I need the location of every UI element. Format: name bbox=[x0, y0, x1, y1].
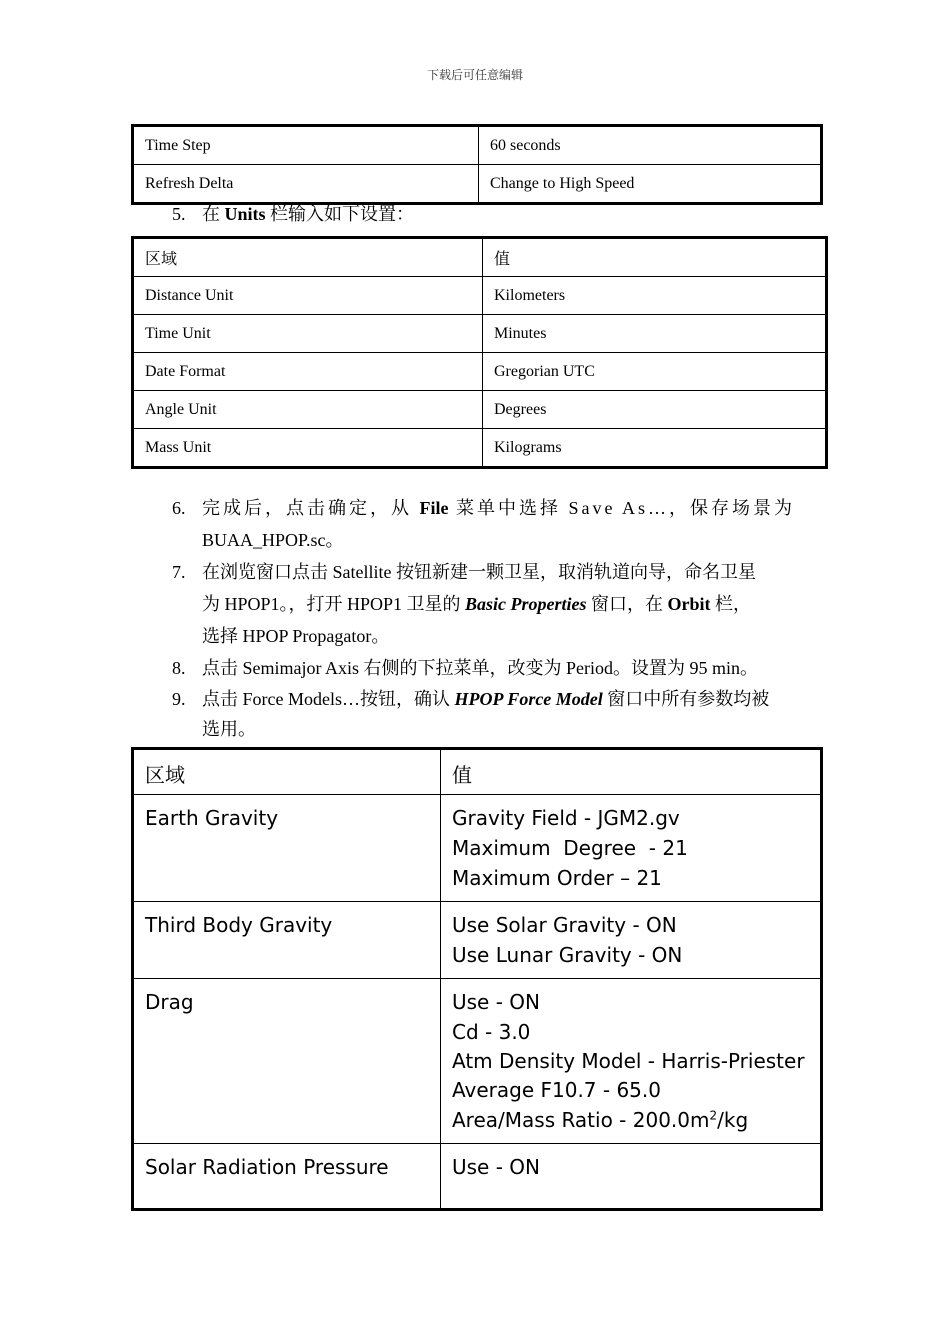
bold-text: Units bbox=[224, 204, 266, 224]
table-cell: Distance Unit bbox=[133, 277, 483, 315]
value-line: Atm Density Model - Harris-Priester bbox=[452, 1049, 805, 1073]
bold-italic-text: Basic Properties bbox=[465, 594, 587, 614]
text-span: Area/Mass Ratio - 200.0m bbox=[452, 1108, 710, 1132]
text-span: 窗口中所有参数均被 bbox=[602, 689, 770, 709]
step-number: 6. bbox=[172, 498, 186, 518]
table-header-cell: 区域 bbox=[133, 238, 483, 277]
table-header-cell: 值 bbox=[483, 238, 827, 277]
table-row bbox=[133, 353, 827, 391]
text-span: 在 bbox=[202, 204, 225, 224]
step-number: 8. bbox=[172, 658, 186, 678]
table-row-earth-gravity bbox=[133, 795, 822, 902]
text-span: 栏， bbox=[710, 594, 752, 614]
table-header-cell: 值 bbox=[441, 749, 822, 795]
text-span: 窗口，在 bbox=[586, 594, 668, 614]
table-cell: Drag bbox=[133, 979, 441, 1144]
table-cell: Time Step bbox=[133, 126, 479, 165]
superscript: 2 bbox=[709, 1108, 718, 1123]
table-cell: Minutes bbox=[483, 315, 827, 353]
table-row-solar-radiation-pressure bbox=[133, 1144, 822, 1210]
table-cell: Kilometers bbox=[483, 277, 827, 315]
table-header-cell: 区域 bbox=[133, 749, 441, 795]
step-8 bbox=[172, 652, 812, 684]
bold-text: File bbox=[419, 498, 449, 518]
text-span: 为 HPOP1。，打开 HPOP1 卫星的 bbox=[202, 594, 466, 614]
table-row bbox=[133, 429, 827, 468]
step-number: 9. bbox=[172, 689, 186, 709]
table-cell: Change to High Speed bbox=[479, 165, 822, 204]
text-span: 选择 HPOP Propagator。 bbox=[202, 626, 390, 646]
value-line: Gravity Field - JGM2.gv bbox=[452, 806, 680, 830]
table-cell: Degrees bbox=[483, 391, 827, 429]
table-row bbox=[133, 391, 827, 429]
step-number: 5. bbox=[172, 204, 186, 224]
value-line: Use - ON bbox=[452, 990, 540, 1014]
text-span: 栏输入如下设置： bbox=[265, 204, 415, 224]
table-cell bbox=[441, 979, 822, 1144]
table-cell: Third Body Gravity bbox=[133, 902, 441, 979]
value-line: Use Solar Gravity - ON bbox=[452, 913, 677, 937]
step-text bbox=[202, 198, 812, 230]
table-cell: Date Format bbox=[133, 353, 483, 391]
step-6 bbox=[172, 492, 812, 556]
table-header-row bbox=[133, 238, 827, 277]
table-header-row bbox=[133, 749, 822, 795]
table-cell: Time Unit bbox=[133, 315, 483, 353]
step-text: 点击 Semimajor Axis 右侧的下拉菜单，改变为 Period。设置为 95 min。 bbox=[202, 658, 758, 678]
value-line: Maximum Order – 21 bbox=[452, 866, 662, 890]
table-cell: Mass Unit bbox=[133, 429, 483, 468]
units-table bbox=[131, 236, 828, 469]
table-cell: Solar Radiation Pressure bbox=[133, 1144, 441, 1210]
time-settings-table bbox=[131, 124, 823, 205]
table-cell bbox=[441, 902, 822, 979]
step-text bbox=[202, 684, 812, 744]
step-text bbox=[202, 492, 812, 556]
step-text bbox=[202, 556, 812, 652]
table-cell: Refresh Delta bbox=[133, 165, 479, 204]
text-span: 完成后，点击确定，从 bbox=[202, 498, 420, 518]
table-cell: Kilograms bbox=[483, 429, 827, 468]
step-number: 7. bbox=[172, 562, 186, 582]
value-line: Average F10.7 - 65.0 bbox=[452, 1078, 661, 1102]
bold-text: Orbit bbox=[667, 594, 711, 614]
step-7 bbox=[172, 556, 812, 652]
bold-italic-text: HPOP Force Model bbox=[454, 689, 603, 709]
table-row bbox=[133, 126, 822, 165]
table-cell: Angle Unit bbox=[133, 391, 483, 429]
table-row bbox=[133, 315, 827, 353]
value-line: Use Lunar Gravity - ON bbox=[452, 943, 683, 967]
step-5 bbox=[172, 198, 812, 230]
text-span: 选用。 bbox=[202, 719, 256, 739]
page-header: 下载后可任意编辑 bbox=[426, 68, 523, 82]
text-span: 点击 Force Models…按钮，确认 bbox=[202, 689, 455, 709]
force-model-table bbox=[131, 747, 823, 1211]
text-span: BUAA_HPOP.sc。 bbox=[202, 530, 344, 550]
table-cell bbox=[441, 1144, 822, 1210]
text-span: /kg bbox=[717, 1108, 749, 1132]
text-span: 在浏览窗口点击 Satellite 按钮新建一颗卫星，取消轨道向导，命名卫星 bbox=[202, 562, 756, 582]
table-cell bbox=[441, 795, 822, 902]
value-line: Cd - 3.0 bbox=[452, 1020, 531, 1044]
text-span: 菜单中选择 Save As…，保存场景为 bbox=[448, 498, 795, 518]
table-cell: 60 seconds bbox=[479, 126, 822, 165]
step-9 bbox=[172, 684, 812, 744]
table-cell: Gregorian UTC bbox=[483, 353, 827, 391]
table-cell: Earth Gravity bbox=[133, 795, 441, 902]
table-row-third-body-gravity bbox=[133, 902, 822, 979]
table-row bbox=[133, 277, 827, 315]
value-line: Use - ON bbox=[452, 1155, 540, 1179]
value-line: Maximum Degree - 21 bbox=[452, 836, 688, 860]
value-line bbox=[452, 1107, 809, 1133]
table-row-drag bbox=[133, 979, 822, 1144]
